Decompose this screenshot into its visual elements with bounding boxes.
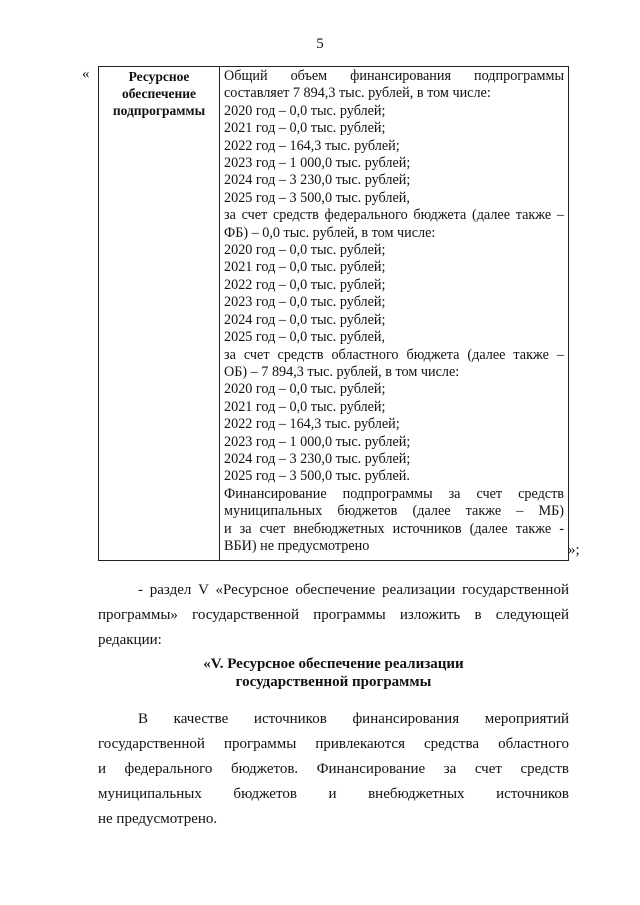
heading-line: «V. Ресурсное обеспечение реализации <box>203 656 464 672</box>
opening-quote: « <box>82 66 90 82</box>
content-line: 2020 год – 0,0 тыс. рублей; <box>224 102 386 119</box>
content-line: ФБ) – 0,0 тыс. рублей, в том числе: <box>224 224 436 241</box>
section-amendment-paragraph <box>98 578 569 653</box>
content-line: 2022 год – 164,3 тыс. рублей; <box>224 416 400 433</box>
paragraph-line: не предусмотрено. <box>98 811 218 827</box>
paragraph-line: программы» государственной программы изложить в следующей <box>98 607 569 623</box>
content-line: 2021 год – 0,0 тыс. рублей; <box>224 120 386 137</box>
content-line: 2025 год – 0,0 тыс. рублей, <box>224 329 386 346</box>
label-line: подпрограммы <box>112 103 206 118</box>
content-line: 2022 год – 164,3 тыс. рублей; <box>224 137 400 154</box>
section-heading <box>98 655 569 691</box>
content-line: 2025 год – 3 500,0 тыс. рублей, <box>224 189 410 206</box>
content-line: ОБ) – 7 894,3 тыс. рублей, в том числе: <box>224 363 460 380</box>
content-line: Финансирование подпрограммы за счет средств <box>224 485 564 502</box>
content-line: 2020 год – 0,0 тыс. рублей; <box>224 242 386 259</box>
content-line: и за счет внебюджетных источников (далее также - <box>224 520 564 537</box>
paragraph-line: государственной программы привлекаются средства областного <box>98 736 569 752</box>
content-line: 2020 год – 0,0 тыс. рублей; <box>224 381 386 398</box>
paragraph-line: редакции: <box>98 632 162 648</box>
paragraph-line: - раздел V «Ресурсное обеспечение реализации государственной <box>138 582 569 598</box>
page-number: 5 <box>316 36 324 52</box>
paragraph-line: муниципальных бюджетов и внебюджетных источников <box>98 786 569 802</box>
content-line: Общий объем финансирования подпрограммы <box>224 68 564 84</box>
content-line: 2022 год – 0,0 тыс. рублей; <box>224 276 386 293</box>
content-line: 2024 год – 0,0 тыс. рублей; <box>224 311 386 328</box>
content-line: составляет 7 894,3 тыс. рублей, в том числе: <box>224 85 491 102</box>
content-line: 2021 год – 0,0 тыс. рублей; <box>224 398 386 415</box>
resource-table <box>98 66 569 561</box>
label-cell <box>99 67 220 561</box>
content-line: за счет средств областного бюджета (далее также – <box>224 346 564 363</box>
content-line: 2023 год – 1 000,0 тыс. рублей; <box>224 433 411 450</box>
content-line: 2023 год – 1 000,0 тыс. рублей; <box>224 155 411 172</box>
closing-quote: »; <box>568 542 580 558</box>
funding-sources-paragraph <box>98 707 569 832</box>
table-row <box>99 67 569 561</box>
paragraph-line: и федерального бюджетов. Финансирование за счет средств <box>98 761 569 777</box>
label-line: Ресурсное <box>128 69 190 84</box>
paragraph-line: В качестве источников финансирования мероприятий <box>138 711 569 727</box>
content-line: 2021 год – 0,0 тыс. рублей; <box>224 259 386 276</box>
content-line: 2024 год – 3 230,0 тыс. рублей; <box>224 172 411 189</box>
content-line: за счет средств федерального бюджета (далее также – <box>224 207 564 224</box>
label-line: обеспечение <box>121 86 197 101</box>
content-line: 2024 год – 3 230,0 тыс. рублей; <box>224 450 411 467</box>
content-line: муниципальных бюджетов (далее также – МБ) <box>224 503 564 520</box>
content-line: 2025 год – 3 500,0 тыс. рублей. <box>224 468 410 485</box>
content-cell <box>220 67 569 561</box>
content-line: ВБИ) не предусмотрено <box>224 537 370 554</box>
content-line: 2023 год – 0,0 тыс. рублей; <box>224 294 386 311</box>
heading-line: государственной программы <box>235 674 432 690</box>
